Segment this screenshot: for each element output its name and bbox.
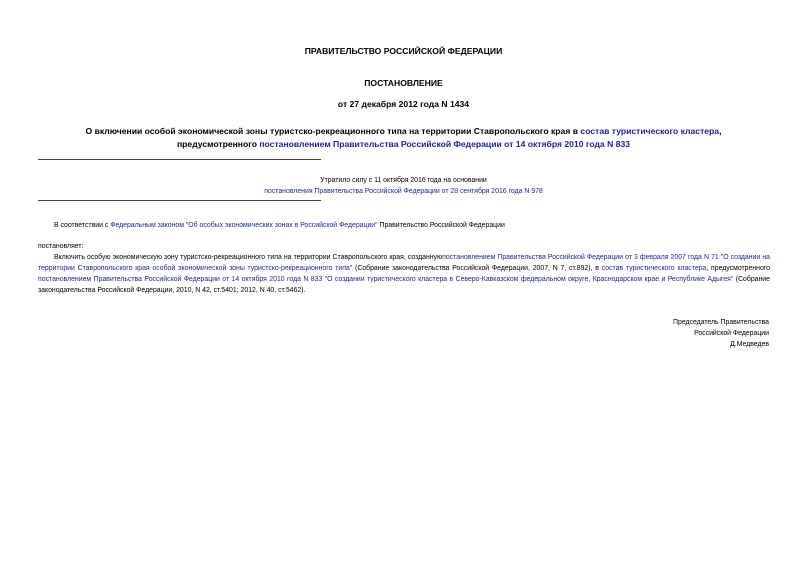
resolves-label: постановляет: <box>38 243 84 250</box>
body-text-1: Включить особую экономическую зону туристско-рекреационного типа на территории Ставропольского края, созданную <box>54 254 443 261</box>
divider-top <box>38 159 321 160</box>
lost-force-note: Утратило силу с 11 октября 2016 года на основании <box>320 177 487 184</box>
lost-force-link[interactable]: постановления Правительства Российской Федерации от 28 сентября 2016 года N 978 <box>264 188 543 195</box>
title-link-decree-833[interactable]: постановлением Правительства Российской Федерации от 14 октября 2010 года N 833 <box>259 139 631 149</box>
federal-law-link[interactable]: Федеральным законом "Об особых экономических зонах в Российской Федерации" <box>110 222 378 229</box>
basis-prefix: В соответствии с <box>54 222 111 229</box>
divider-bottom <box>38 200 321 201</box>
document-type: ПОСТАНОВЛЕНИЕ <box>364 78 443 88</box>
basis-suffix: Правительство Российской Федерации <box>377 222 505 229</box>
signature-title: Председатель Правительства <box>673 319 769 326</box>
decree-71-link[interactable]: постановлением Правительства Российской Федерации от 3 февраля 2007 года N 71 "О создании на территории Ставропольского края особой экономической зоны туристско-рекреационного типа" <box>38 254 770 272</box>
document-date-number: от 27 декабря 2012 года N 1434 <box>337 99 470 109</box>
cluster-composition-link[interactable]: состав туристического кластера <box>601 265 707 272</box>
decree-833-link[interactable]: постановлением Правительства Российской Федерации от 14 октября 2010 года N 833 "О создании туристического кластера в Северо-Кавказском федеральном округе, Краснодарском крае и Республике Адыгея" <box>38 276 734 283</box>
body-text-4: (Собрание законодательства Российской Федерации, 2010, N 42, ст.5401; 2012, N 40, ст.5462). <box>38 276 770 294</box>
body-text-2: (Собрание законодательства Российской Федерации, 2007, N 7, ст.892), в <box>352 265 602 272</box>
signature-name: Д.Медведев <box>730 341 769 348</box>
issuing-authority: ПРАВИТЕЛЬСТВО РОССИЙСКОЙ ФЕДЕРАЦИИ <box>304 46 503 56</box>
signature-org: Российской Федерации <box>694 330 769 337</box>
title-text-1: О включении особой экономической зоны туристско-рекреационного типа на территории Ставропольского края в <box>85 126 581 136</box>
title-text-2: , предусмотренного <box>176 126 722 149</box>
basis-paragraph <box>54 222 505 229</box>
resolution-paragraph <box>38 252 770 296</box>
title-link-cluster[interactable]: состав туристического кластера <box>580 126 720 136</box>
body-text-3: , предусмотренного <box>706 265 770 272</box>
document-title <box>50 125 757 151</box>
